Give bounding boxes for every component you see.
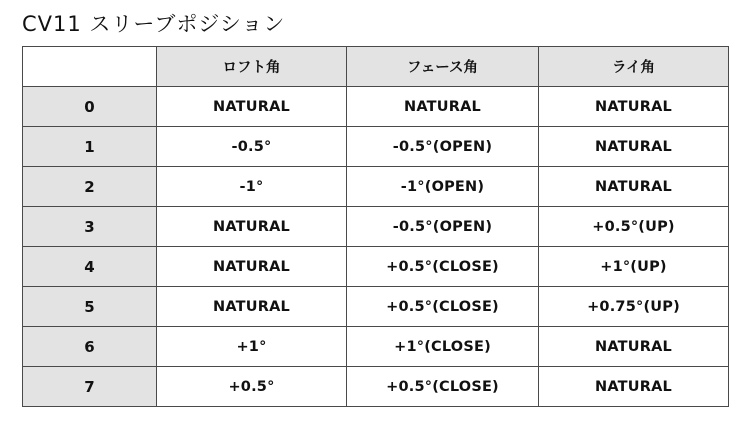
cell-face: +0.5°(CLOSE) — [347, 367, 539, 407]
sleeve-position-table-wrapper — [22, 46, 728, 407]
row-position: 1 — [23, 127, 157, 167]
cell-loft: +0.5° — [157, 367, 347, 407]
table-header-row — [23, 47, 729, 87]
cell-loft: -1° — [157, 167, 347, 207]
table-body — [23, 87, 729, 407]
row-position: 7 — [23, 367, 157, 407]
row-position: 5 — [23, 287, 157, 327]
cell-face: +0.5°(CLOSE) — [347, 287, 539, 327]
table-row — [23, 327, 729, 367]
page-title: CV11 スリーブポジション — [22, 12, 286, 36]
column-header-face: フェース角 — [347, 47, 539, 87]
cell-lie: NATURAL — [539, 367, 729, 407]
row-position: 4 — [23, 247, 157, 287]
table-row — [23, 87, 729, 127]
cell-loft: +1° — [157, 327, 347, 367]
row-position: 2 — [23, 167, 157, 207]
cell-lie: NATURAL — [539, 127, 729, 167]
cell-lie: NATURAL — [539, 167, 729, 207]
cell-lie: +1°(UP) — [539, 247, 729, 287]
table-row — [23, 127, 729, 167]
cell-face: -0.5°(OPEN) — [347, 207, 539, 247]
cell-loft: NATURAL — [157, 207, 347, 247]
cell-loft: NATURAL — [157, 87, 347, 127]
sleeve-position-table — [22, 46, 729, 407]
cell-loft: -0.5° — [157, 127, 347, 167]
column-header-lie: ライ角 — [539, 47, 729, 87]
cell-face: +1°(CLOSE) — [347, 327, 539, 367]
column-header-loft: ロフト角 — [157, 47, 347, 87]
cell-face: +0.5°(CLOSE) — [347, 247, 539, 287]
cell-lie: +0.75°(UP) — [539, 287, 729, 327]
cell-face: -1°(OPEN) — [347, 167, 539, 207]
table-row — [23, 167, 729, 207]
cell-lie: NATURAL — [539, 327, 729, 367]
row-position: 0 — [23, 87, 157, 127]
cell-loft: NATURAL — [157, 247, 347, 287]
table-header — [23, 47, 729, 87]
cell-lie: NATURAL — [539, 87, 729, 127]
cell-lie: +0.5°(UP) — [539, 207, 729, 247]
cell-face: -0.5°(OPEN) — [347, 127, 539, 167]
table-corner-cell — [23, 47, 157, 87]
cell-face: NATURAL — [347, 87, 539, 127]
cell-loft: NATURAL — [157, 287, 347, 327]
row-position: 6 — [23, 327, 157, 367]
table-row — [23, 287, 729, 327]
table-row — [23, 367, 729, 407]
table-row — [23, 247, 729, 287]
row-position: 3 — [23, 207, 157, 247]
table-row — [23, 207, 729, 247]
